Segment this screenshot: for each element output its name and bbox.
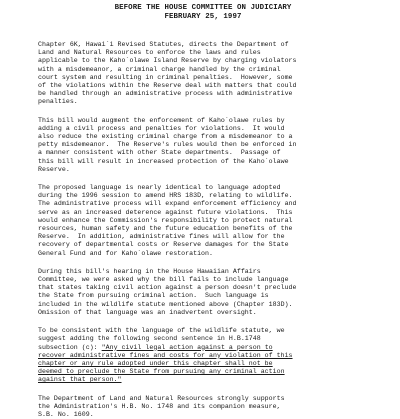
text-line: the Administration's H.B. No. 1748 and its companion measure, bbox=[38, 402, 281, 410]
header-date: FEBRUARY 25, 1997 bbox=[164, 13, 242, 21]
text-line: petty misdemeanor. The Reserve's rules would then be enforced in bbox=[38, 141, 297, 149]
text-line: subsection (c): bbox=[38, 343, 102, 351]
text-line: would enhance the Commission's responsibility to protect natural bbox=[38, 216, 293, 224]
paragraph-2 bbox=[38, 117, 400, 174]
text-line: be handled through an administrative process with administrative bbox=[38, 90, 293, 98]
text-line: Reserve. bbox=[38, 165, 70, 173]
text-line: included in the wildlife statute mentioned above (Chapter 183D). bbox=[38, 300, 293, 308]
text-line: that states taking civil action against a person doesn't preclude bbox=[38, 284, 297, 292]
text-line: applicable to the Kaho`olawe Island Reserve by charging violators bbox=[38, 57, 297, 65]
paragraph-4 bbox=[38, 268, 400, 317]
text-line: adding a civil process and penalties for violations. It would bbox=[38, 124, 285, 132]
paragraph-3 bbox=[38, 184, 400, 258]
text-line: Land and Natural Resources to enforce the laws and rules bbox=[38, 49, 261, 57]
text-line: Committee, we were asked why the bill fails to include language bbox=[38, 276, 289, 284]
quoted-amendment-line: recover administrative fines and costs for any violation of this bbox=[38, 351, 293, 359]
paragraph-1 bbox=[38, 41, 400, 107]
paragraph-5 bbox=[38, 327, 400, 384]
header-title: BEFORE THE HOUSE COMMITTEE ON JUDICIARY bbox=[114, 4, 292, 12]
text-line: also reduce the existing criminal charge from a misdemeanor to a bbox=[38, 133, 293, 141]
text-line: The proposed language is nearly identical to language adopted bbox=[38, 184, 281, 192]
text-line: During this bill's hearing in the House Hawaiian Affairs bbox=[38, 267, 261, 275]
quoted-amendment-line: chapter or any rule adopted under this chapter shall not be bbox=[38, 359, 273, 367]
text-line: of the violations within the Reserve deal with matters that could bbox=[38, 82, 297, 90]
document-header bbox=[38, 4, 368, 22]
text-line: recovery of departmental costs or Reserve damages for the State bbox=[38, 241, 289, 249]
text-line: The administrative process will expand enforcement efficiency and bbox=[38, 200, 297, 208]
paragraph-6 bbox=[38, 395, 400, 419]
text-line: This bill would augment the enforcement of Kaho`olawe rules by bbox=[38, 116, 285, 124]
text-line: To be consistent with the language of the wildlife statute, we bbox=[38, 327, 285, 335]
text-line: serve as an increased deterence against future violations. This bbox=[38, 208, 293, 216]
text-line: court system and resulting in criminal penalties. However, some bbox=[38, 73, 293, 81]
text-line: The Department of Land and Natural Resources strongly supports bbox=[38, 394, 285, 402]
text-line: a manner consistent with other State departments. Passage of bbox=[38, 149, 281, 157]
text-line: S.B. No. 1609. bbox=[38, 410, 94, 418]
quoted-amendment-line: deemed to preclude the State from pursuing any criminal action bbox=[38, 368, 285, 376]
quoted-amendment-start: "Any civil legal action against a person to bbox=[101, 343, 273, 351]
text-line: with a misdemeanor, a criminal charge handled by the criminal bbox=[38, 65, 281, 73]
text-line: this bill will result in increased protection of the Kaho`olawe bbox=[38, 157, 289, 165]
text-line: during the 1996 session to amend HRS 183D, relating to wildlife. bbox=[38, 192, 293, 200]
text-line: resources, human safety and the future education benefits of the bbox=[38, 225, 293, 233]
text-line: suggest adding the following second sentence in H.B.1748 bbox=[38, 335, 261, 343]
text-line: General Fund and for Kaho`olawe restoration. bbox=[38, 249, 213, 257]
text-line: penalties. bbox=[38, 98, 78, 106]
quoted-amendment-line: against that person." bbox=[38, 376, 122, 384]
text-line: the State from pursuing criminal action. Such language is bbox=[38, 292, 269, 300]
text-line: Reserve. In addition, administrative fines will allow for the bbox=[38, 233, 285, 241]
text-line: Chapter 6K, Hawai`i Revised Statutes, directs the Department of bbox=[38, 41, 289, 48]
text-line: Omission of that language was an inadvertent oversight. bbox=[38, 308, 257, 316]
